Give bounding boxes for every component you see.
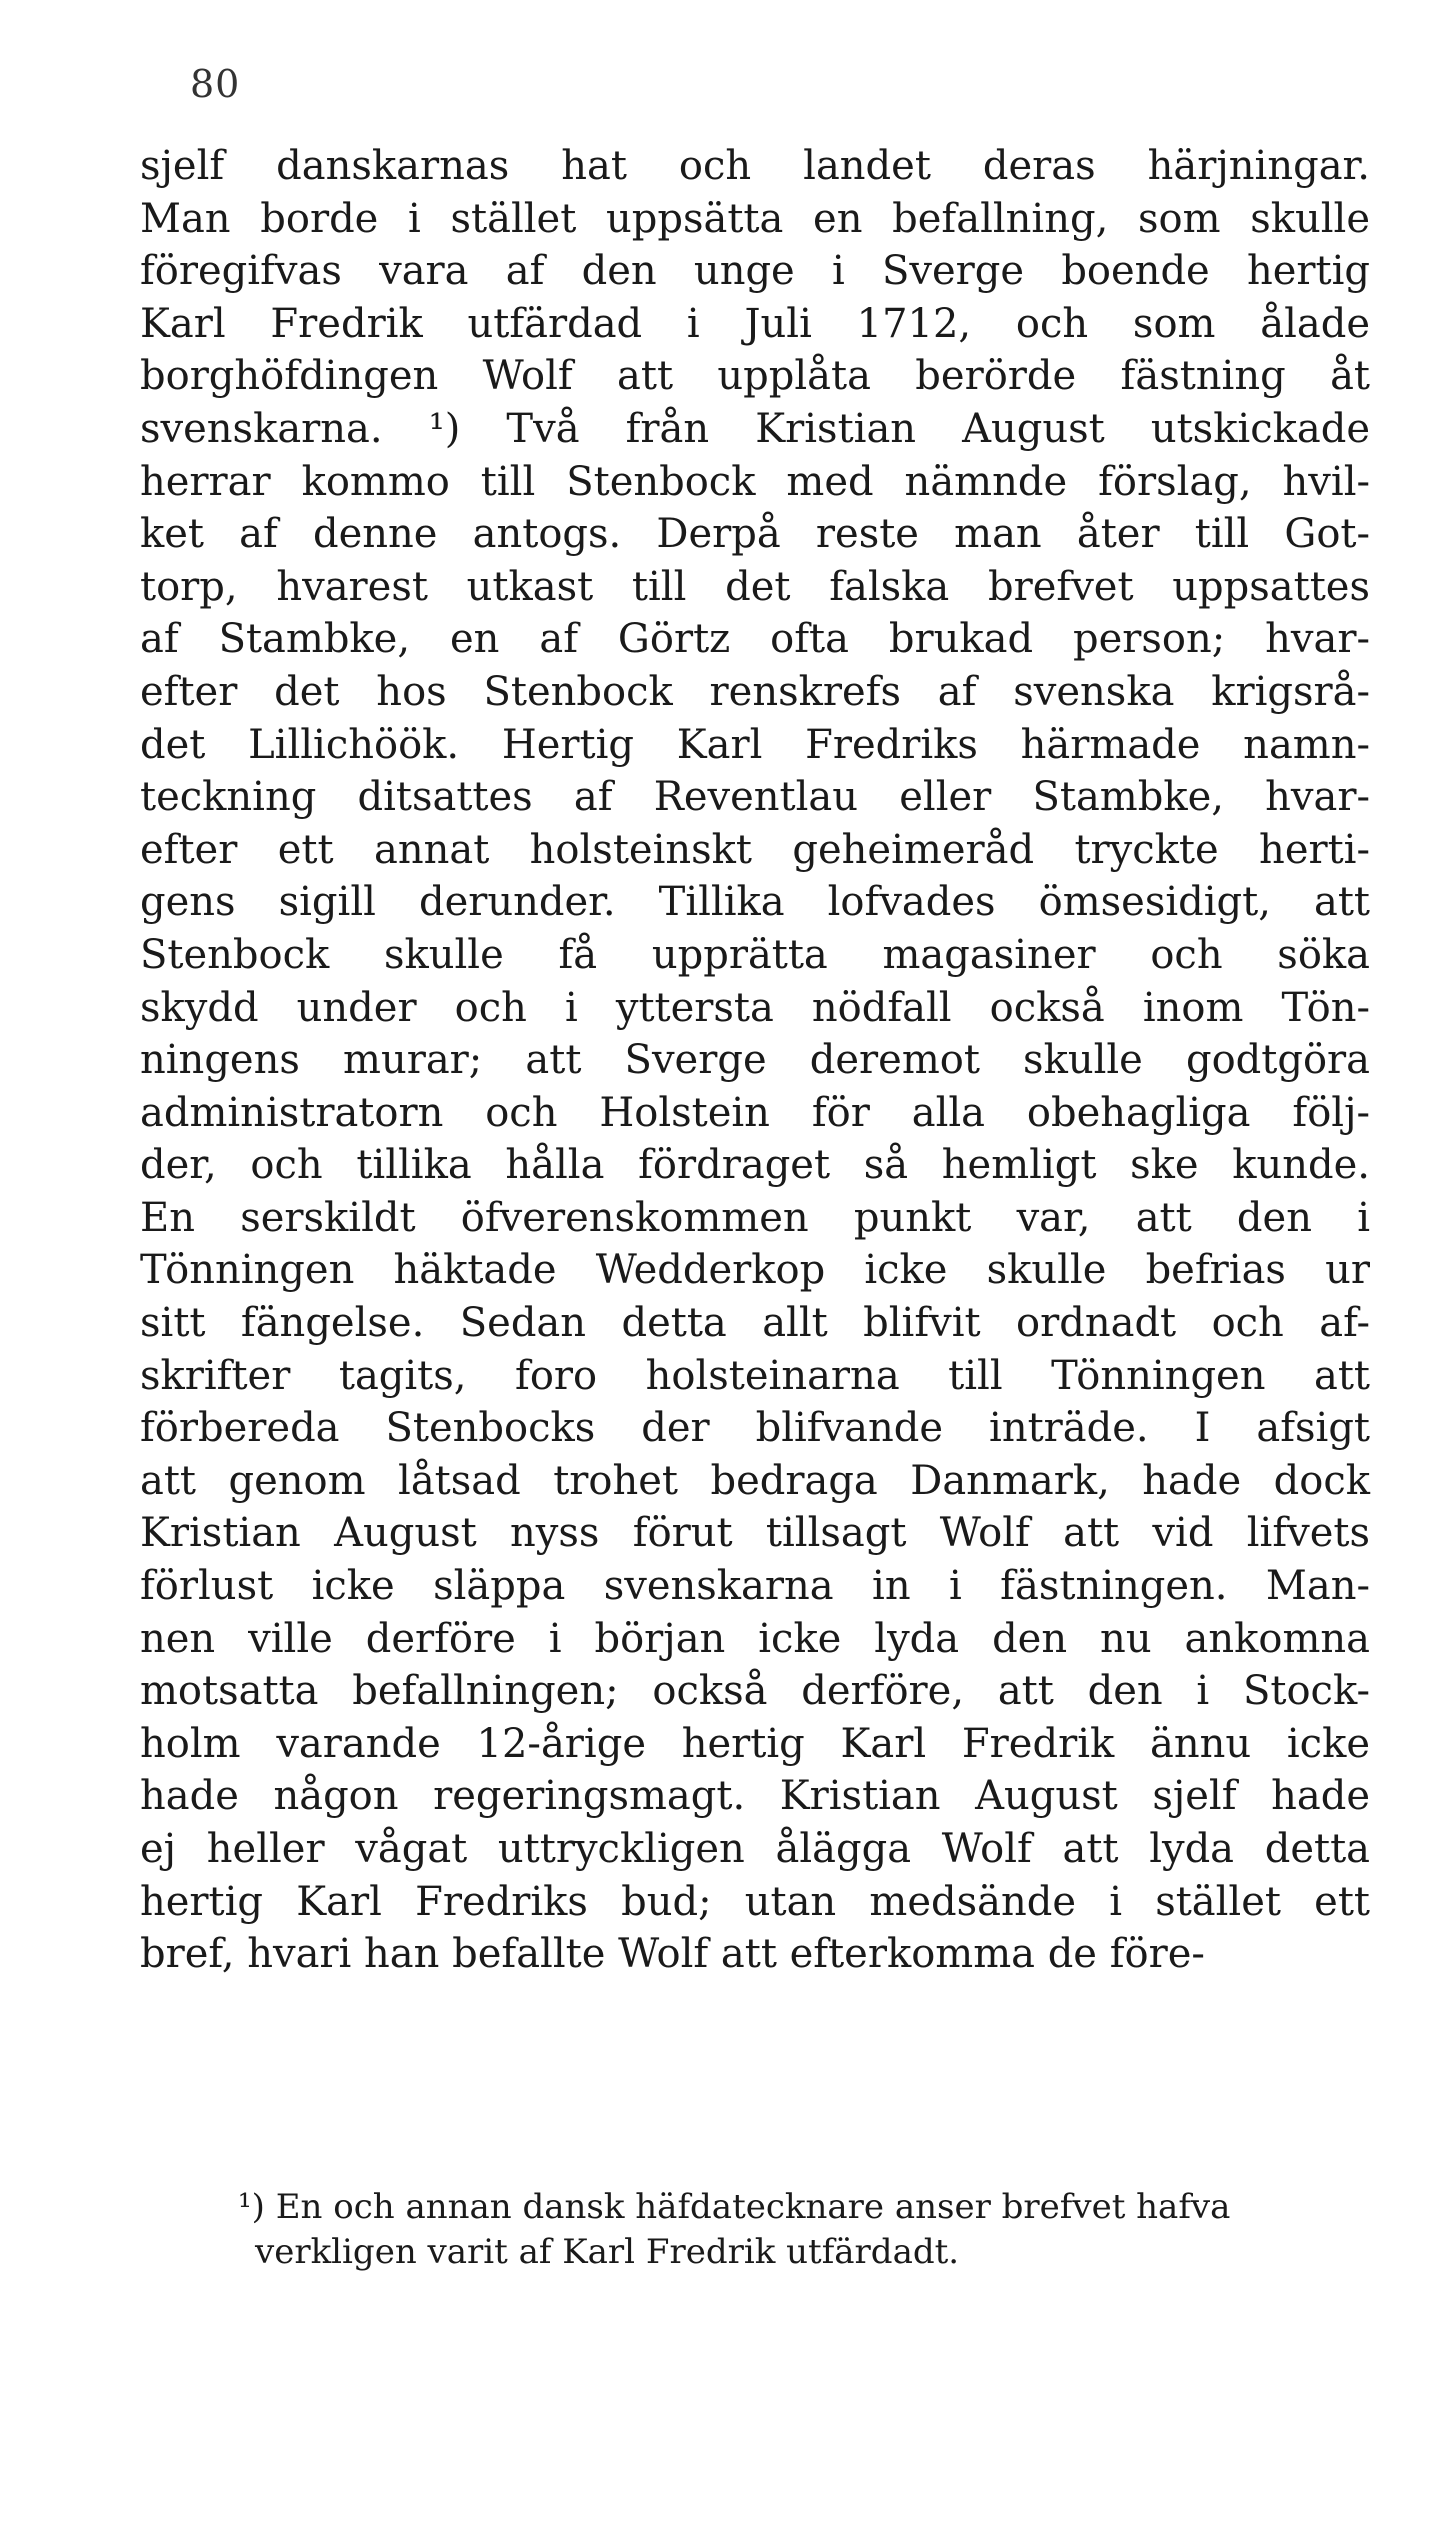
text-line: Karl Fredrik utfärdad i Juli 1712, och som ålade — [140, 300, 1370, 347]
text-line: gens sigill derunder. Tillika lofvades ömsesidigt, att — [140, 879, 1370, 926]
text-line: herrar kommo till Stenbock med nämnde förslag, hvil- — [140, 458, 1370, 505]
text-line: Stenbock skulle få upprätta magasiner och söka — [140, 931, 1370, 978]
text-line: af Stambke, en af Görtz ofta brukad person; hvar- — [140, 616, 1370, 663]
text-line: förlust icke släppa svenskarna in i fästningen. Man- — [140, 1563, 1370, 1610]
text-line: En serskildt öfverenskommen punkt var, att den i — [140, 1194, 1370, 1241]
text-line: ningens murar; att Sverge deremot skulle godtgöra — [140, 1037, 1370, 1084]
footnote — [140, 2185, 1370, 2275]
body-text — [140, 140, 1370, 1981]
text-line: torp, hvarest utkast till det falska brefvet uppsattes — [140, 563, 1370, 610]
text-line: borghöfdingen Wolf att upplåta berörde fästning åt — [140, 353, 1370, 400]
text-line: nen ville derföre i början icke lyda den nu ankomna — [140, 1615, 1370, 1662]
text-line: hertig Karl Fredriks bud; utan medsände i stället ett — [140, 1878, 1370, 1925]
text-line: holm varande 12-årige hertig Karl Fredrik ännu icke — [140, 1720, 1370, 1767]
text-line: sitt fängelse. Sedan detta allt blifvit ordnadt och af- — [140, 1300, 1370, 1347]
text-line: sjelf danskarnas hat och landet deras härjningar. — [140, 143, 1370, 189]
text-line: ket af denne antogs. Derpå reste man åter till Got- — [140, 511, 1370, 558]
text-line: skydd under och i yttersta nödfall också inom Tön- — [140, 984, 1370, 1031]
text-line: bref, hvari han befallte Wolf att efterkomma de före- — [140, 1931, 1205, 1978]
text-line: det Lillichöök. Hertig Karl Fredriks härmade namn- — [140, 721, 1370, 768]
text-line: motsatta befallningen; också derföre, att den i Stock- — [140, 1668, 1370, 1715]
text-line: efter det hos Stenbock renskrefs af svenska krigsrå- — [140, 668, 1370, 715]
text-line: Man borde i stället uppsätta en befallning, som skulle — [140, 195, 1370, 242]
text-line: föregifvas vara af den unge i Sverge boende hertig — [140, 248, 1370, 295]
text-line: administratorn och Holstein för alla obehagliga följ- — [140, 1089, 1370, 1136]
page-number: 80 — [190, 62, 241, 106]
text-line: efter ett annat holsteinskt geheimeråd tryckte herti- — [140, 826, 1370, 873]
text-line: svenskarna. ¹) Två från Kristian August utskickade — [140, 405, 1370, 452]
text-line: ej heller vågat uttryckligen ålägga Wolf att lyda detta — [140, 1826, 1370, 1872]
text-line: förbereda Stenbocks der blifvande inträde. I afsigt — [140, 1405, 1370, 1452]
text-line: att genom låtsad trohet bedraga Danmark, hade dock — [140, 1457, 1370, 1504]
text-line: Kristian August nyss förut tillsagt Wolf att vid lifvets — [140, 1510, 1370, 1557]
footnote-line: ¹) En och annan dansk häfdatecknare anser brefvet hafva — [238, 2187, 1231, 2227]
text-line: Tönningen häktade Wedderkop icke skulle befrias ur — [140, 1247, 1370, 1294]
text-line: skrifter tagits, foro holsteinarna till Tönningen att — [140, 1352, 1370, 1399]
text-line: teckning ditsattes af Reventlau eller Stambke, hvar- — [140, 774, 1370, 821]
text-line: der, och tillika hålla fördraget så hemligt ske kunde. — [140, 1142, 1370, 1189]
footnote-line: verkligen varit af Karl Fredrik utfärdadt. — [255, 2232, 960, 2272]
text-line: hade någon regeringsmagt. Kristian August sjelf hade — [140, 1773, 1370, 1820]
